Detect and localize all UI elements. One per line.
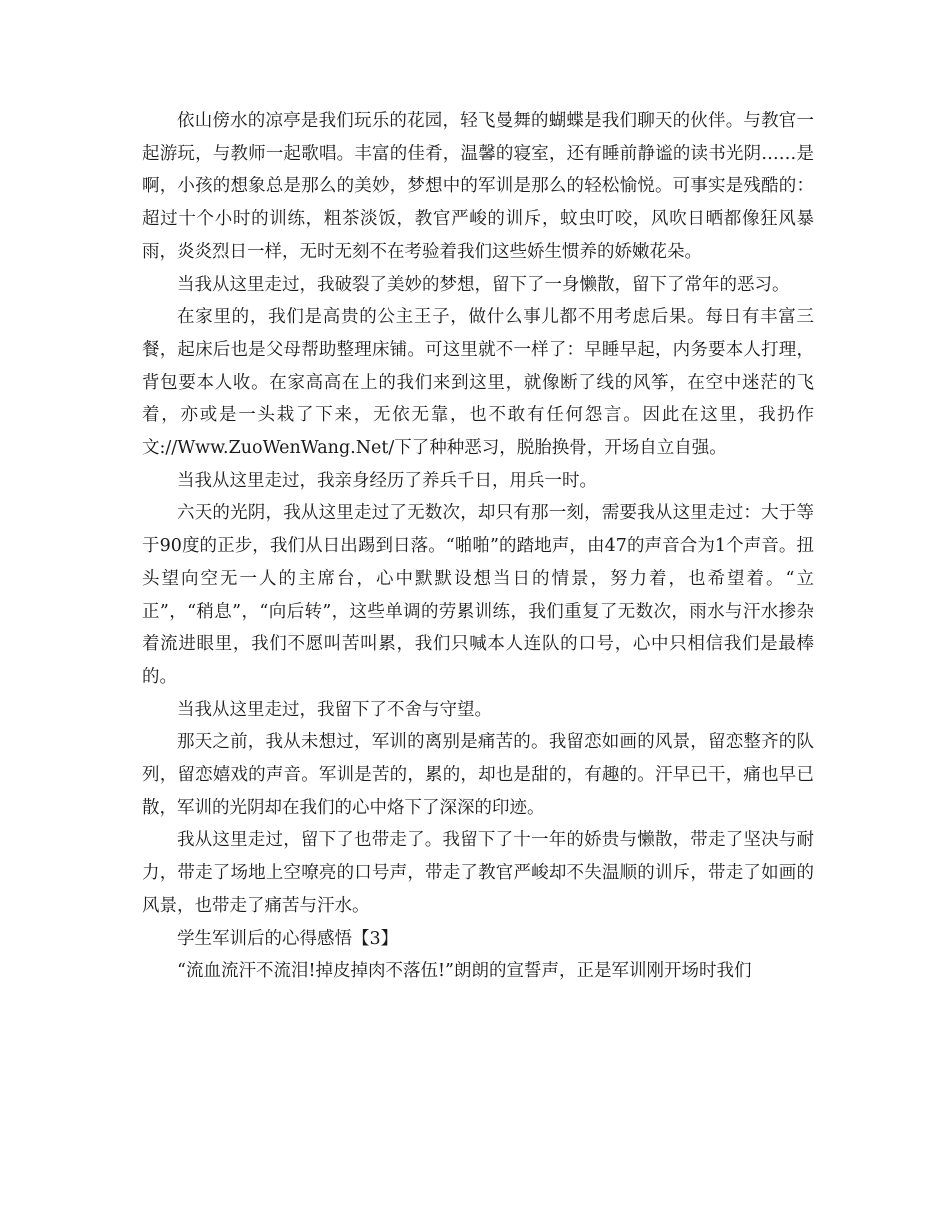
paragraph-dream: 依山傍水的凉亭是我们玩乐的花园，轻飞曼舞的蝴蝶是我们聊天的伙伴。与教官一起游玩，与教师一起歌唱。丰富的佳肴，温馨的寝室，还有睡前静谧的读书光阴……是啊，小孩的想象总是那么的美妙，梦想中的军训是那么的轻松愉悦。可事实是残酷的：超过十个小时的训练，粗茶淡饭，教官严峻的训斥，蚊虫叮咬，风吹日晒都像狂风暴雨，炎炎烈日一样，无时无刻不在考验着我们这些娇生惯养的娇嫩花朵。 — [142, 111, 814, 262]
paragraph-reluctance: 当我从这里走过，我留下了不舍与守望。 — [177, 699, 492, 720]
paragraph-home-life: 在家里的，我们是高贵的公主王子，做什么事儿都不用考虑后果。每日有丰富三餐，起床后也是父母帮助整理床铺。可这里就不一样了：早睡早起，内务要本人打理，背包要本人收。在家高高在上的我们来到这里，就像断了线的风筝，在空中迷茫的飞着，亦或是一头栽了下来，无依无靠，也不敢有任何怨言。因此在这里，我扔作文://Www.ZuoWenWang.Net/下了种种恶习，脱胎换骨，开场自立自强。 — [142, 307, 814, 459]
essay-body — [142, 105, 814, 988]
paragraph-experience: 当我从这里走过，我亲身经历了养兵千日，用兵一时。 — [177, 470, 597, 491]
paragraph-broken-dream: 当我从这里走过，我破裂了美妙的梦想，留下了一身懒散，留下了常年的恶习。 — [177, 274, 790, 295]
paragraph-farewell: 那天之前，我从未想过，军训的离别是痛苦的。我留恋如画的风景，留恋整齐的队列，留恋嬉戏的声音。军训是苦的，累的，却也是甜的，有趣的。汗早已干，痛也早已散，军训的光阴却在我们的心中烙下了深深的印迹。 — [142, 732, 814, 818]
section-heading: 学生军训后的心得感悟【3】 — [177, 928, 399, 949]
paragraph-left-and-took: 我从这里走过，留下了也带走了。我留下了十一年的娇贵与懒散，带走了坚决与耐力，带走了场地上空嘹亮的口号声，带走了教官严峻却不失温顺的训斥，带走了如画的风景，也带走了痛苦与汗水。 — [142, 830, 814, 916]
paragraph-drills: 六天的光阴，我从这里走过了无数次，却只有那一刻，需要我从这里走过：大于等于90度的正步，我们从日出踢到日落。“啪啪”的踏地声，由47的声音合为1个声音。扭头望向空无一人的主席台，心中默默设想当日的情景，努力着，也希望着。“立正”，“稍息”，“向后转”，这些单调的劳累训练，我们重复了无数次，雨水与汗水掺杂着流进眼里，我们不愿叫苦叫累，我们只喊本人连队的口号，心中只相信我们是最棒的。 — [142, 503, 814, 687]
paragraph-oath: “流血流汗不流泪!掉皮掉肉不落伍!”朗朗的宣誓声，正是军训刚开场时我们 — [177, 961, 752, 982]
